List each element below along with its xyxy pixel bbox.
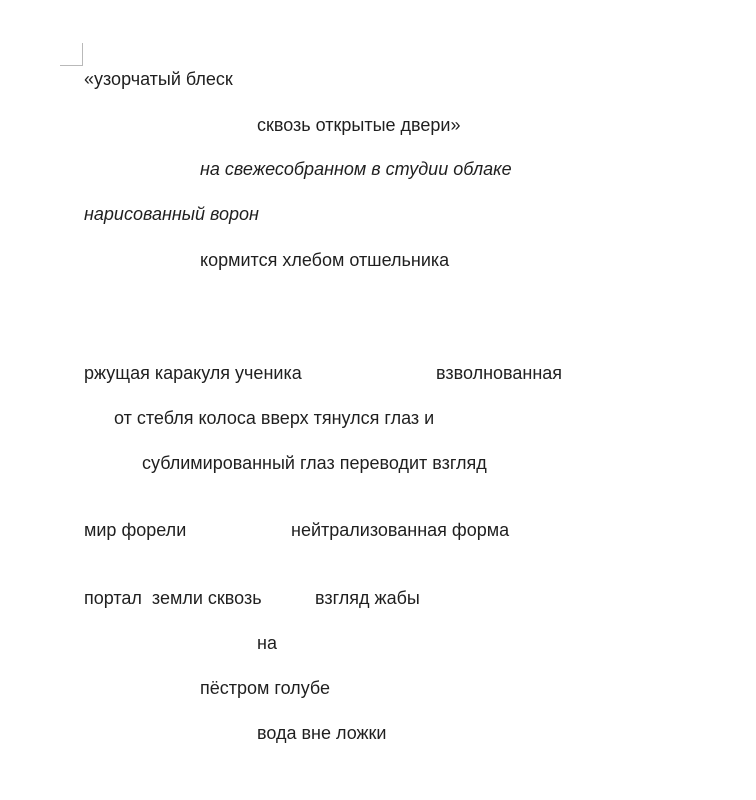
poem-line-6-left: ржущая каракуля ученика <box>84 363 302 383</box>
poem-line-10-left: портал земли сквозь <box>84 588 262 608</box>
poem-line-7: от стебля колоса вверх тянулся глаз и <box>114 408 435 428</box>
poem-line-10-right: взгляд жабы <box>315 588 420 608</box>
poem-line-11: на <box>257 633 277 653</box>
poem-line-8: сублимированный глаз переводит взгляд <box>142 453 487 473</box>
poem-line-13: вода вне ложки <box>257 723 387 743</box>
poem-line-6-right: взволнованная <box>436 363 563 383</box>
poem-line-5: кормится хлебом отшельника <box>200 250 450 270</box>
poem-line-9-right: нейтрализованная форма <box>291 520 510 540</box>
poem-line-9-left: мир форели <box>84 520 187 540</box>
page-margin-corner-mark <box>60 43 83 66</box>
poem-line-12: пёстром голубе <box>200 678 331 698</box>
poem-line-3: на свежесобранном в студии облаке <box>200 159 512 179</box>
poem-line-2: сквозь открытые двери» <box>257 115 461 135</box>
poem-line-1: «узорчатый блеск <box>84 69 233 89</box>
poem-line-4: нарисованный ворон <box>84 204 259 224</box>
